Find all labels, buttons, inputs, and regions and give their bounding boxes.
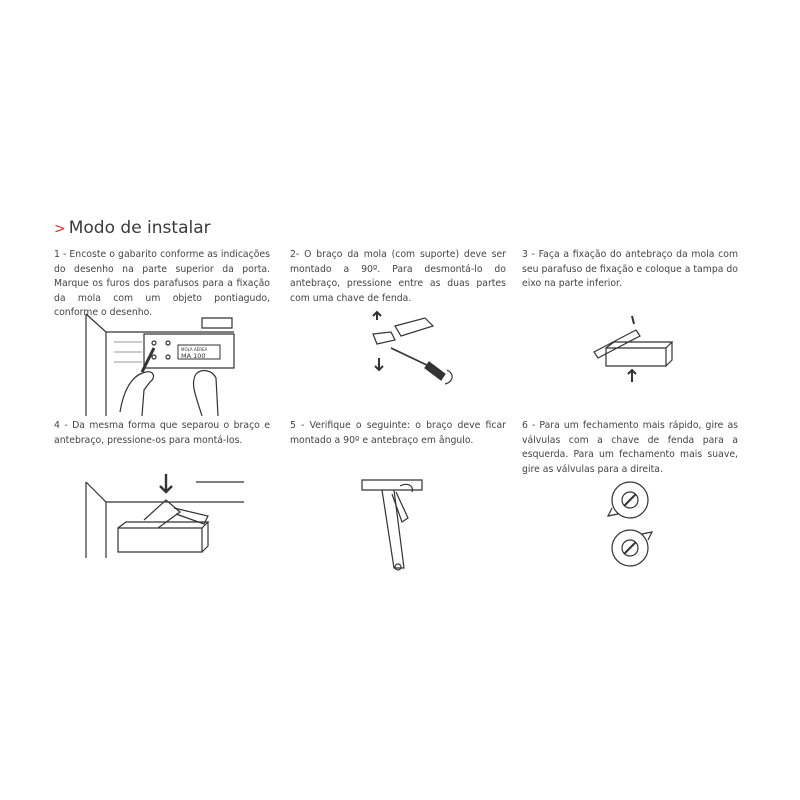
template-label-line1: MOLA AÉREA xyxy=(181,347,208,352)
step-2-illustration xyxy=(365,312,455,384)
step-5-illustration xyxy=(360,478,424,572)
template-label-line2: MA 100 xyxy=(181,352,206,360)
step-1-text: 1 - Encoste o gabarito conforme as indicações do desenho na parte superior da porta. Marque os furos dos parafusos para a fixação da mola com um objeto pontiagudo, conforme o desenho. xyxy=(54,249,270,318)
step-2-text: 2- O braço da mola (com suporte) deve ser montado a 90º. Para desmontá-lo do antebraço, pressione entre as duas partes com uma chave de fenda. xyxy=(290,249,506,304)
step-4-text: 4 - Da mesma forma que separou o braço e antebraço, pressione-os para montá-los. xyxy=(54,420,270,446)
page-title xyxy=(54,218,211,238)
step-1-illustration xyxy=(84,312,240,416)
page-title-text: Modo de instalar xyxy=(68,218,211,238)
step-6-illustration xyxy=(600,478,660,574)
step-3-illustration xyxy=(592,312,672,384)
step-5-text: 5 - Verifique o seguinte: o braço deve ficar montado a 90º e antebraço em ângulo. xyxy=(290,420,506,446)
title-arrow-icon: > xyxy=(54,221,66,237)
step-6-text: 6 - Para um fechamento mais rápido, gire as válvulas com a chave de fenda para a esquerda. Para um fechamento mais suave, gire as válvulas para a direita. xyxy=(522,420,738,475)
step-3-text: 3 - Faça a fixação do antebraço da mola com seu parafuso de fixação e coloque a tampa do eixo na parte inferior. xyxy=(522,249,738,289)
step-4-illustration xyxy=(84,472,244,558)
